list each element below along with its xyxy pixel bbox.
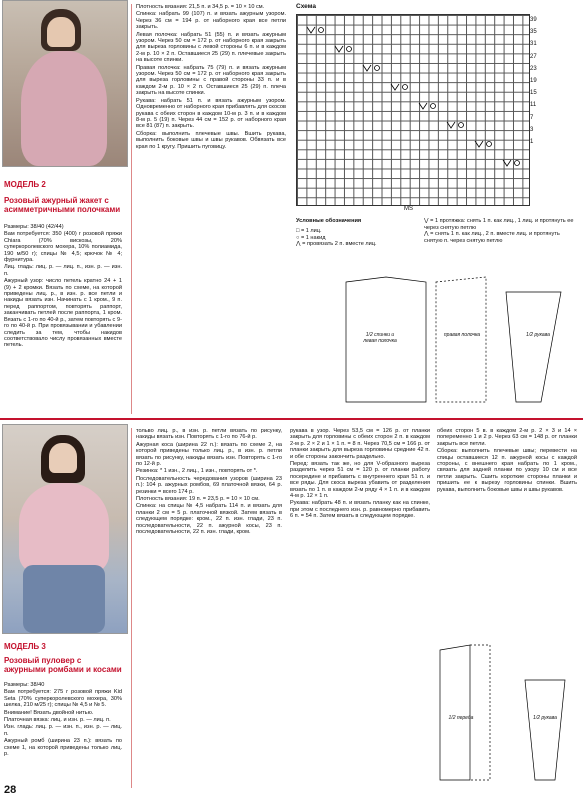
model3-face	[49, 443, 77, 473]
pattern-label: 1/2 рукава	[526, 332, 550, 338]
yarn-over-symbol	[347, 47, 352, 52]
model3-sweater	[19, 483, 109, 573]
legend-item: ⋀ = провязать 2 п. вместе лиц.	[296, 241, 377, 248]
paragraph: Последовательность чередования узоров (ширина 23 п.): 104 р. ажурных ромбов, 69 платочной вязки, 64 р. резинки = всего 174 р.	[136, 475, 282, 495]
yarn-over-symbol	[319, 28, 324, 33]
paragraph: Резинка: * 1 изн., 2 лиц., 1 изн., повторять от *.	[136, 468, 258, 475]
section-divider	[0, 418, 583, 420]
decrease-symbol	[475, 141, 483, 147]
paragraph: Спинка: набрать 99 (107) п. и вязать ажурным узором. Через 36 см = 194 р. от наборного края все петли закрыть.	[136, 11, 286, 31]
paragraph: Рукава: набрать 51 п. и вязать ажурным узором. Одновременно от наборного края прибавлять для скосов рукава с обеих сторон в каждом 10-м р. 3 п. и в каждом 8-м р. 5 (19) п. Через 44 см = 152 р. от наборного края все 81 (87) п. закрыть.	[136, 97, 286, 130]
model3-pattern	[430, 640, 580, 790]
paragraph: Размеры: 38/40 (42/44)	[4, 224, 64, 230]
chart-symbols	[297, 15, 529, 205]
row-number: 35	[530, 29, 537, 36]
row-number: 31	[530, 41, 537, 48]
decrease-symbol	[391, 84, 399, 90]
legend-item: ○ = 1 накид	[296, 234, 326, 241]
paragraph: Изн. гладь: лиц. р. — изн. п., изн. р. — лиц. п.	[4, 724, 122, 737]
yarn-over-symbol	[431, 104, 436, 109]
paragraph: Рукава: набрать 48 п. и вязать планку как на спинке, при этом с последнего изн. р. равномерно прибавить 6 п. = 54 п. Затем вязать в следующем порядке.	[290, 500, 430, 520]
row-number: 1	[530, 139, 534, 146]
column-divider	[131, 428, 132, 788]
legend-title: Условные обозначения	[296, 218, 362, 224]
paragraph: Лиц. гладь: лиц. р. — лиц. п., изн. р. — изн. п.	[4, 264, 122, 277]
yarn-over-symbol	[515, 161, 520, 166]
pattern-label: 1/2 рукава	[533, 715, 557, 721]
column-divider	[131, 4, 132, 414]
row-number: 3	[530, 126, 534, 133]
row-number: 27	[530, 53, 537, 60]
decrease-symbol	[335, 46, 343, 52]
paragraph: Вам потребуется: 275 г розовой пряжи Kid Seta (70% суперкоролевского мохера, 30% шелка, 210 м/25 г); спицы № 4,5 и № 5.	[4, 689, 122, 709]
model2-subtitle: Розовый ажурный жакет с асимметричными полочками	[4, 196, 121, 214]
chart-legend	[296, 218, 581, 248]
paragraph: тольво лиц. р., в изн. р. петли вязать по рисунку, накиды вязать изн. Повторять с 1-го по 76-й р.	[136, 428, 282, 441]
paragraph: Плотность вязания: 19 п. = 23,5 р. = 10 × 10 см.	[136, 496, 260, 503]
pattern-label: правая полочка	[443, 332, 481, 338]
row-number: 7	[530, 114, 534, 121]
model3-text-col1	[4, 682, 122, 758]
paragraph: Платочная вязка: лиц. и изн. р. — лиц. п.	[4, 717, 111, 724]
paragraph: Вам потребуется: 350 (400) г розовой пряжи Chiara (70% вискозы, 20% суперкоролевского мохера, 10% полиамида, 190 м/50 г); спицы № 4,5; крючок № 4; фурнитура.	[4, 231, 122, 264]
row-number: 19	[530, 78, 537, 85]
pattern-label: 1/2 спинки и левая полочка	[363, 332, 397, 344]
legend-item: ⋀ = снять 1 п. как лиц., 2 п. вместе лиц. и протянуть снятую п. через снятую петлю	[424, 231, 560, 244]
model2-text-col2	[136, 4, 286, 151]
paragraph: Левая полочка: набрать 51 (55) п. и вязать ажурным узором. Через 50 см = 172 р. от наборного края закрыть для выреза горловины с левой стороны 6 п. и в каждом 2-м р. 10 × 2 п. Оставшиеся 25 (29) п. плечевые закрыть на высоте спинки.	[136, 31, 286, 64]
model2-heading: МОДЕЛЬ 2	[4, 180, 46, 189]
row-number: 15	[530, 90, 537, 97]
legend-item: □ = 1 лиц.	[296, 228, 322, 234]
page-number: 28	[4, 784, 17, 796]
model3-text-col4	[437, 428, 577, 494]
model2-pattern	[336, 272, 576, 412]
model3-jeans	[23, 565, 105, 633]
model2-jacket	[21, 51, 107, 166]
yarn-over-symbol	[487, 142, 492, 147]
chart-row-numbers	[530, 14, 537, 148]
decrease-symbol	[419, 103, 427, 109]
model2-photo	[2, 0, 128, 167]
paragraph: рукава в узор. Через 53,5 см = 126 р. от планки закрыть для горловины с обеих сторон 2 п. в каждом 2-м р. 2 × 2 и 1 × 1 п. = 8 п. Через 70,5 см = 166 р. от планки закрыть для выреза горловины средние 42 п. и обе стороны закончить раздельно.	[290, 428, 430, 460]
model3-text-col2	[136, 428, 282, 537]
paragraph: Плотность вязания: 21,5 п. и 34,5 р. = 10 × 10 см.	[136, 4, 265, 10]
row-number: 11	[530, 102, 537, 109]
model3-photo	[2, 424, 128, 634]
yarn-over-symbol	[403, 85, 408, 90]
paragraph: обеих сторон 5 в. в каждом 2-м р. 2 × 3 и 14 × попеременно 1 и 2 р. Через 63 см = 148 р. от планки закрыть все петли.	[437, 428, 577, 447]
row-number: 39	[530, 17, 537, 23]
model3-text-col3	[290, 428, 430, 521]
decrease-symbol	[503, 160, 511, 166]
decrease-symbol	[307, 27, 315, 33]
paragraph: Ажурная коса (ширина 22 п.): вязать по схеме 2, на которой приведены только лиц. р., в изн. р. петли вязать по рисунку, накиды вязать изн. Повторять с 1-го по 12-й р.	[136, 441, 282, 468]
paragraph: Сборка: выполнить плечевые швы; перевести на спицы оставшиеся 12 п. ажурной косы с каждой стороны, с внешнего края набрать по 1 кром., связать для задней планки по узору 10 см и все петли закрыть. Сшить короткие стороны планки и пришить ее к вырезу горловины спинки. Вшить рукава, выполнить боковые швы и швы рукавов.	[437, 448, 577, 493]
yarn-over-symbol	[459, 123, 464, 128]
knitting-chart	[296, 14, 530, 206]
paragraph: Ажурный ромб (ширина 23 п.): вязать по схеме 1, на которой приведены только лиц. р.	[4, 738, 122, 758]
decrease-symbol	[363, 65, 371, 71]
paragraph: Ажурный узор: число петель кратно 24 + 1 (9) + 2 кромки. Вязать по схеме, на которой приведены лиц. р., в изн. р. все петли и накиды вязать изн. Начинать с 1 кром., 9 п. перед раппортом, повторять раппорт, заканчивать петлей после раппорта, 1 кром. Вязать с 1-го по 40-й р., затем повторять с 9-го по 40-й р. При провязывании и убавлении следить за тем, чтобы накидов соответствовало числу провязанных вместе петель.	[4, 278, 122, 349]
paragraph: Перед: вязать так же, но для V-образного выреза разделить через 51 см = 120 р. от планки работу посередине и прибавить с внутреннего края 51 п. и все ряды. Для скоса выреза убавить от разделения вязать по 1 п. в каждом 2-м ряду 4 × 1 п. и в каждом 4-м р. 12 × 1 п.	[290, 461, 430, 500]
model2-face	[47, 17, 75, 47]
rapport-label: MS	[404, 206, 413, 212]
paragraph: Сборка: выполнить плечевые швы. Вшить рукава, выполнить боковые швы и швы рукавов. Обвязать все края по 1 кругу. Пришить пуговицу.	[136, 130, 286, 150]
paragraph: Правая полочка: набрать 75 (79) п. и вязать ажурным узором. Через 50 см = 172 р. от наборного края закрыть для выреза горловины с правой стороны 33 п. и в каждом 2-м р. 10 × 2 п. Оставшиеся 25 (29) п. плеча закрыть на высоте спинки.	[136, 64, 286, 97]
schema-title: Схема	[296, 3, 317, 10]
paragraph: Размеры: 38/40	[4, 682, 45, 688]
pattern-label: 1/2 переда	[448, 715, 474, 721]
paragraph: Спинка: на спицы № 4,5 набрать 114 п. и вязать для планки 2 см = 5 р. платочной вязкой. Затем вязать в следующем порядке: кром., 22 п. изн. глади, 23 п. последовательности, 22 п. ажурной косы, 23 п. последовательности, 22 п. изн. глади, кром.	[136, 503, 282, 536]
decrease-symbol	[447, 122, 455, 128]
model3-heading: МОДЕЛЬ 3	[4, 642, 46, 651]
paragraph: Внимание! Вязать двойной нитью.	[4, 709, 94, 716]
model3-subtitle: Розовый пуловер с ажурными ромбами и косами	[4, 656, 122, 674]
legend-item: ⋁ = 1 протяжка: снять 1 п. как лиц., 1 лиц. и протянуть ее через снятую петлю	[424, 218, 574, 231]
row-number: 23	[530, 65, 537, 72]
model2-text-col1	[4, 224, 122, 350]
yarn-over-symbol	[375, 66, 380, 71]
